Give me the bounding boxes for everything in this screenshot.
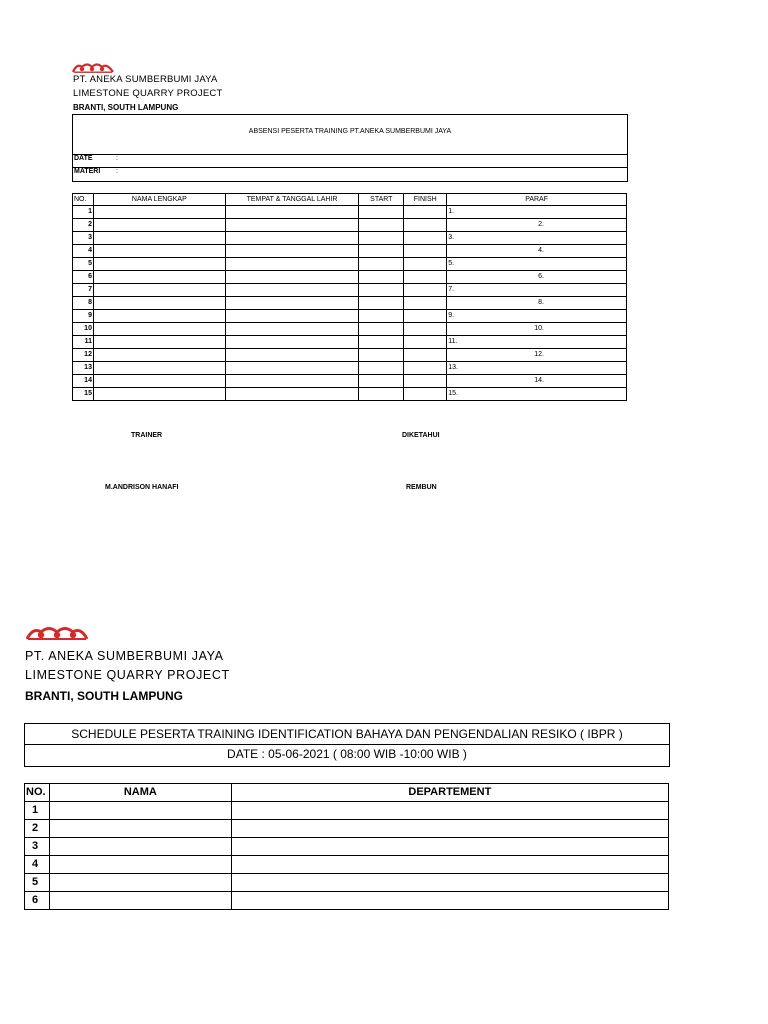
nama-lengkap-cell <box>93 206 225 219</box>
table-row <box>25 802 669 820</box>
known-label: DIKETAHUI <box>402 432 440 439</box>
tempat-tanggal-lahir-cell <box>225 323 359 336</box>
table-row <box>73 375 627 388</box>
departement-cell <box>231 856 668 874</box>
start-cell <box>359 219 404 232</box>
company-logo-icon <box>25 625 89 641</box>
table-row <box>73 349 627 362</box>
start-cell <box>359 284 404 297</box>
row-number: 3 <box>25 838 50 856</box>
table-header-row <box>73 194 627 206</box>
table-row <box>73 284 627 297</box>
location: BRANTI, SOUTH LAMPUNG <box>73 103 179 112</box>
table-row <box>25 856 669 874</box>
start-cell <box>359 297 404 310</box>
departement-cell <box>231 820 668 838</box>
tempat-tanggal-lahir-cell <box>225 362 359 375</box>
paraf-cell: 2. <box>447 219 627 232</box>
paraf-cell: 3. <box>447 232 627 245</box>
schedule-title: SCHEDULE PESERTA TRAINING IDENTIFICATION BAHAYA DAN PENGENDALIAN RESIKO ( IBPR ) <box>71 727 623 741</box>
row-number: 15 <box>73 388 94 401</box>
finish-cell <box>404 245 447 258</box>
tempat-tanggal-lahir-cell <box>225 349 359 362</box>
row-number: 5 <box>25 874 50 892</box>
row-number: 6 <box>73 271 94 284</box>
nama-cell <box>49 820 231 838</box>
nama-lengkap-cell <box>93 297 225 310</box>
table-row <box>73 388 627 401</box>
table-header-row <box>25 784 669 802</box>
schedule-date: DATE : 05-06-2021 ( 08:00 WIB -10:00 WIB ) <box>227 747 467 761</box>
nama-lengkap-cell <box>93 349 225 362</box>
tempat-tanggal-lahir-cell <box>225 310 359 323</box>
finish-cell <box>404 258 447 271</box>
row-number: 13 <box>73 362 94 375</box>
row-number: 7 <box>73 284 94 297</box>
nama-lengkap-cell <box>93 362 225 375</box>
paraf-cell: 7. <box>447 284 627 297</box>
departement-cell <box>231 874 668 892</box>
row-number: 1 <box>25 802 50 820</box>
schedule-title-box <box>24 723 670 767</box>
attendance-table <box>72 193 627 401</box>
nama-lengkap-cell <box>93 375 225 388</box>
col-no: NO. <box>25 784 50 802</box>
finish-cell <box>404 284 447 297</box>
nama-lengkap-cell <box>93 284 225 297</box>
paraf-cell: 6. <box>447 271 627 284</box>
paraf-cell: 14. <box>447 375 627 388</box>
col-paraf: PARAF <box>447 194 627 206</box>
paraf-cell: 9. <box>447 310 627 323</box>
nama-lengkap-cell <box>93 232 225 245</box>
table-row <box>73 310 627 323</box>
date-label: DATE <box>74 155 93 162</box>
col-nama-lengkap: NAMA LENGKAP <box>93 194 225 206</box>
table-row <box>25 838 669 856</box>
row-number: 11 <box>73 336 94 349</box>
nama-lengkap-cell <box>93 323 225 336</box>
finish-cell <box>404 310 447 323</box>
row-number: 2 <box>25 820 50 838</box>
project-name-2: LIMESTONE QUARRY PROJECT <box>25 668 230 682</box>
row-number: 2 <box>73 219 94 232</box>
row-number: 10 <box>73 323 94 336</box>
start-cell <box>359 271 404 284</box>
table-row <box>73 245 627 258</box>
finish-cell <box>404 206 447 219</box>
tempat-tanggal-lahir-cell <box>225 245 359 258</box>
departement-cell <box>231 802 668 820</box>
start-cell <box>359 232 404 245</box>
nama-lengkap-cell <box>93 258 225 271</box>
tempat-tanggal-lahir-cell <box>225 336 359 349</box>
finish-cell <box>404 336 447 349</box>
finish-cell <box>404 297 447 310</box>
form-header-box <box>72 114 628 182</box>
start-cell <box>359 258 404 271</box>
trainer-label: TRAINER <box>131 432 163 439</box>
company-name-2: PT. ANEKA SUMBERBUMI JAYA <box>25 649 224 663</box>
known-name: REMBUN <box>406 484 437 491</box>
finish-cell <box>404 388 447 401</box>
date-colon: : <box>116 155 118 162</box>
paraf-cell: 11. <box>447 336 627 349</box>
paraf-cell: 8. <box>447 297 627 310</box>
table-row <box>73 297 627 310</box>
row-number: 9 <box>73 310 94 323</box>
tempat-tanggal-lahir-cell <box>225 219 359 232</box>
row-number: 3 <box>73 232 94 245</box>
company-name: PT. ANEKA SUMBERBUMI JAYA <box>73 74 218 85</box>
tempat-tanggal-lahir-cell <box>225 284 359 297</box>
paraf-cell: 4. <box>447 245 627 258</box>
paraf-cell: 12. <box>447 349 627 362</box>
tempat-tanggal-lahir-cell <box>225 375 359 388</box>
row-number: 5 <box>73 258 94 271</box>
schedule-table <box>24 783 669 910</box>
trainer-name: M.ANDRISON HANAFI <box>105 484 179 491</box>
table-row <box>73 336 627 349</box>
nama-lengkap-cell <box>93 271 225 284</box>
materi-label: MATERI <box>74 168 101 175</box>
location-2: BRANTI, SOUTH LAMPUNG <box>25 689 183 703</box>
start-cell <box>359 310 404 323</box>
paraf-cell: 13. <box>447 362 627 375</box>
nama-cell <box>49 802 231 820</box>
finish-cell <box>404 323 447 336</box>
finish-cell <box>404 271 447 284</box>
start-cell <box>359 206 404 219</box>
row-number: 1 <box>73 206 94 219</box>
paraf-cell: 10. <box>447 323 627 336</box>
start-cell <box>359 375 404 388</box>
table-row <box>73 271 627 284</box>
row-number: 4 <box>73 245 94 258</box>
start-cell <box>359 362 404 375</box>
company-logo-icon <box>72 62 114 74</box>
table-row <box>73 206 627 219</box>
paraf-cell: 1. <box>447 206 627 219</box>
table-row <box>73 362 627 375</box>
col-nama: NAMA <box>49 784 231 802</box>
start-cell <box>359 336 404 349</box>
tempat-tanggal-lahir-cell <box>225 258 359 271</box>
row-number: 6 <box>25 892 50 910</box>
table-row <box>25 892 669 910</box>
start-cell <box>359 323 404 336</box>
row-number: 12 <box>73 349 94 362</box>
departement-cell <box>231 838 668 856</box>
finish-cell <box>404 362 447 375</box>
col-finish: FINISH <box>404 194 447 206</box>
departement-cell <box>231 892 668 910</box>
finish-cell <box>404 232 447 245</box>
col-tempat-tanggal-lahir: TEMPAT & TANGGAL LAHIR <box>225 194 359 206</box>
nama-lengkap-cell <box>93 245 225 258</box>
nama-cell <box>49 874 231 892</box>
table-row <box>25 820 669 838</box>
nama-cell <box>49 892 231 910</box>
nama-cell <box>49 838 231 856</box>
row-number: 4 <box>25 856 50 874</box>
form-title: ABSENSI PESERTA TRAINING PT.ANEKA SUMBERBUMI JAYA <box>248 128 452 135</box>
table-row <box>73 232 627 245</box>
row-number: 14 <box>73 375 94 388</box>
start-cell <box>359 349 404 362</box>
nama-lengkap-cell <box>93 336 225 349</box>
table-row <box>73 219 627 232</box>
tempat-tanggal-lahir-cell <box>225 388 359 401</box>
table-row <box>73 323 627 336</box>
materi-colon: : <box>116 168 118 175</box>
nama-lengkap-cell <box>93 310 225 323</box>
paraf-cell: 5. <box>447 258 627 271</box>
nama-cell <box>49 856 231 874</box>
col-departement: DEPARTEMENT <box>231 784 668 802</box>
col-no: NO. <box>73 194 94 206</box>
finish-cell <box>404 375 447 388</box>
table-row <box>73 258 627 271</box>
start-cell <box>359 388 404 401</box>
col-start: START <box>359 194 404 206</box>
tempat-tanggal-lahir-cell <box>225 206 359 219</box>
row-number: 8 <box>73 297 94 310</box>
start-cell <box>359 245 404 258</box>
tempat-tanggal-lahir-cell <box>225 297 359 310</box>
paraf-cell: 15. <box>447 388 627 401</box>
nama-lengkap-cell <box>93 219 225 232</box>
table-row <box>25 874 669 892</box>
finish-cell <box>404 349 447 362</box>
tempat-tanggal-lahir-cell <box>225 271 359 284</box>
finish-cell <box>404 219 447 232</box>
tempat-tanggal-lahir-cell <box>225 232 359 245</box>
nama-lengkap-cell <box>93 388 225 401</box>
project-name: LIMESTONE QUARRY PROJECT <box>73 88 223 99</box>
